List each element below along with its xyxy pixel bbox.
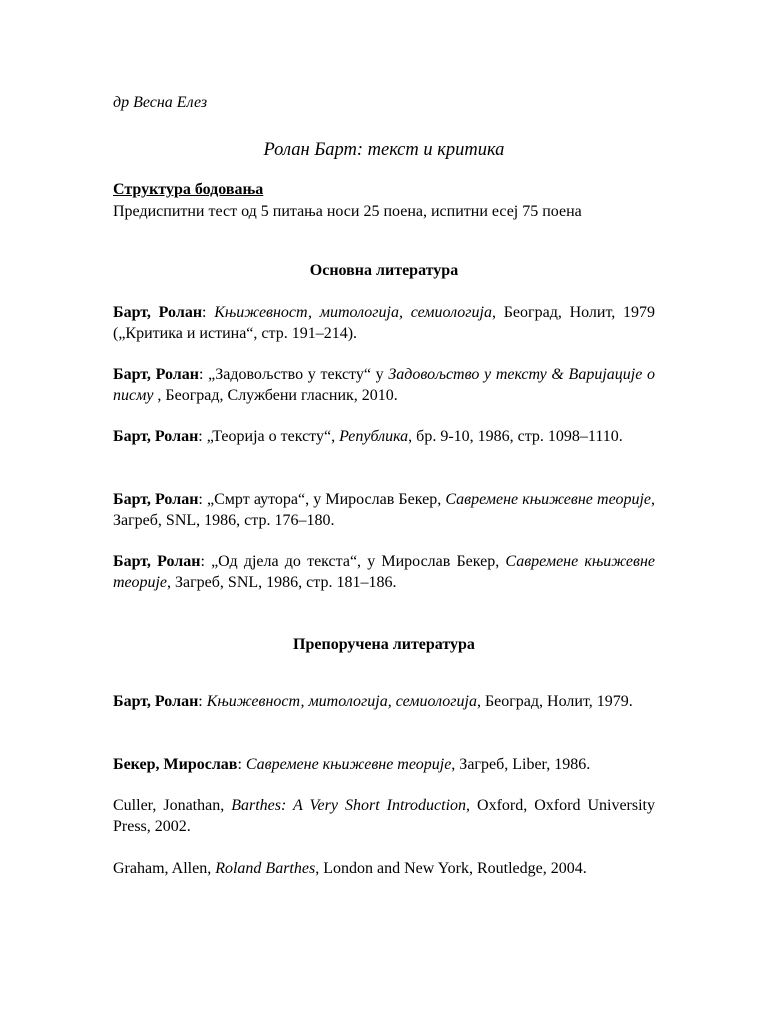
page-title: Ролан Барт: текст и критика (263, 140, 505, 160)
ref-rest: , Београд, Нолит, (491, 304, 616, 321)
ref-quoted: „Задовољство у тексту“ у (208, 366, 389, 383)
ref-rest: , Загреб, SNL, 1986, стр. 181–186. (167, 574, 397, 591)
ref-rest: , Београд, Службени гласник, 2010. (153, 387, 398, 404)
ref-title: Roland Barthes (215, 860, 316, 877)
ref-rest: , Београд, Нолит, 1979. (476, 693, 633, 710)
basic-literature-heading: Основна литература (309, 262, 459, 279)
ref-author: Барт, Ролан (113, 366, 199, 383)
ref-rest: 1979 („Критика и истина“, стр. 191–214). (113, 304, 656, 342)
ref-author: Барт, Ролан (113, 304, 203, 321)
ref-sep: : (198, 693, 207, 710)
recommended-ref-4 (113, 858, 655, 879)
ref-quoted: „Од дјела до текста“, у Мирослав Бекер, (211, 553, 506, 570)
ref-rest: , Загреб, SNL, 1986, стр. 176–180. (113, 491, 656, 529)
ref-title: Barthes: A Very Short Introduction (231, 797, 467, 814)
ref-sep: : (202, 304, 215, 321)
ref-author: Барт, Ролан (113, 553, 201, 570)
ref-rest: , Oxford, Oxford University Press, 2002. (113, 797, 655, 835)
ref-rest: , London and New York, Routledge, 2004. (315, 860, 587, 877)
ref-sep: : (198, 491, 208, 508)
author-name: др Весна Елез (113, 94, 208, 111)
ref-title: Књижевност, митологија, семиологија (214, 304, 492, 321)
ref-sep: , (220, 797, 232, 814)
ref-author: Graham, Allen (113, 860, 208, 877)
basic-ref-3 (113, 426, 655, 447)
scoring-text: Предиспитни тест од 5 питања носи 25 поена, испитни есеј 75 поена (113, 203, 582, 220)
ref-title: Књижевност, митологија, семиологија (206, 693, 477, 710)
ref-sep: : (198, 366, 209, 383)
recommended-literature-heading: Препоручена литература (293, 636, 475, 653)
ref-sep: : (237, 756, 246, 773)
ref-title: Задовољство у тексту & Варијације о писму (113, 366, 655, 404)
ref-author: Барт, Ролан (113, 491, 199, 508)
ref-author: Culler, Jonathan (113, 797, 221, 814)
scoring-heading: Структура бодовања (113, 181, 264, 198)
ref-title: Република (339, 428, 409, 445)
ref-sep: , (207, 860, 216, 877)
basic-ref-5 (113, 551, 655, 593)
ref-title: Савремене књижевне теорије (245, 756, 452, 773)
recommended-ref-1 (113, 691, 655, 712)
ref-rest: , Загреб, Liber, 1986. (451, 756, 591, 773)
ref-title: Савремене књижевне теорије (113, 553, 656, 591)
ref-rest: , бр. 9-10, 1986, стр. 1098–1110. (408, 428, 623, 445)
ref-sep: : (200, 553, 212, 570)
ref-title: Савремене књижевне теорије (445, 491, 652, 508)
recommended-ref-2 (113, 754, 655, 775)
recommended-ref-3 (113, 795, 655, 837)
ref-author: Барт, Ролан (113, 693, 199, 710)
ref-author: Барт, Ролан (113, 428, 199, 445)
basic-ref-2 (113, 364, 655, 406)
ref-author: Бекер, Мирослав (113, 756, 238, 773)
basic-ref-4 (113, 489, 655, 531)
ref-sep: : (198, 428, 207, 445)
ref-quoted: „Смрт аутора“, у Мирослав Бекер, (207, 491, 446, 508)
basic-ref-1 (113, 302, 655, 344)
ref-quoted: „Теорија о тексту“, (206, 428, 340, 445)
